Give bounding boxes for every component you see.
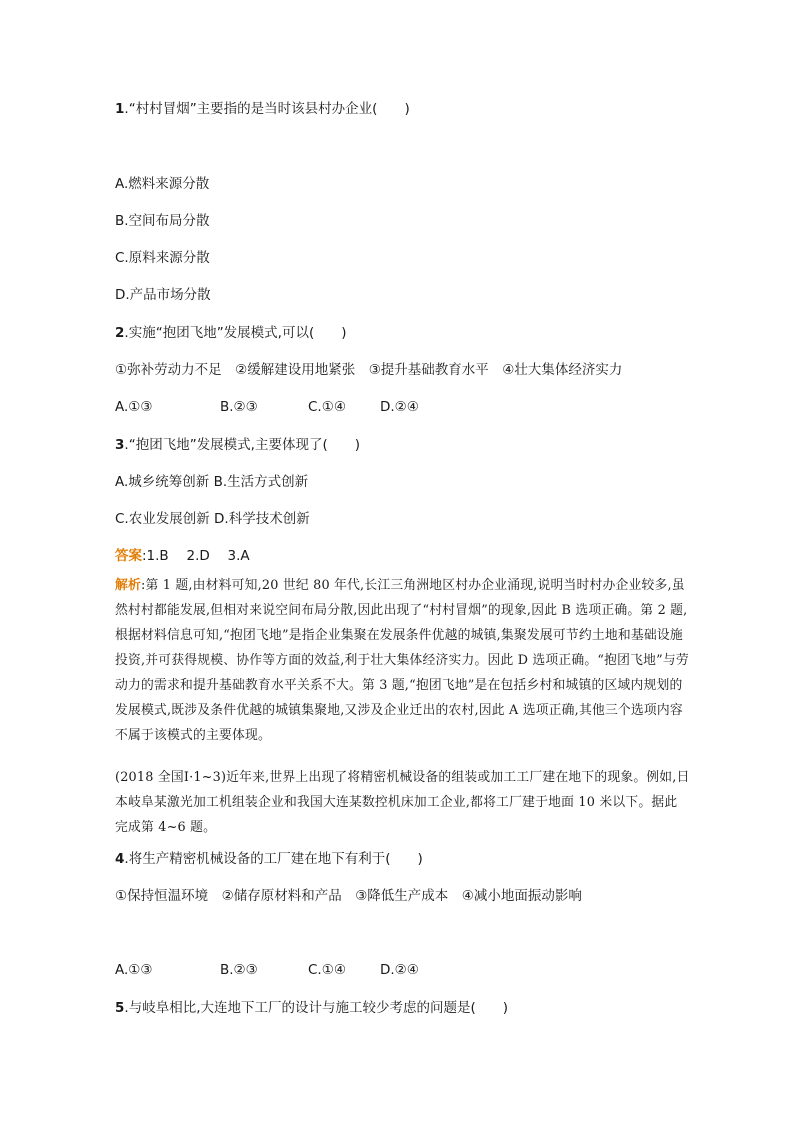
question-number: 4 [115,851,125,867]
q2-statement-items: ①弥补劳动力不足 ②缓解建设用地紧张 ③提升基础教育水平 ④壮大集体经济实力 [115,362,623,378]
answer-label: 答案 [115,548,142,564]
question-3-stem [115,436,360,454]
question-4-stem [115,850,423,868]
question-number: 2 [115,325,125,341]
answer-text: :1.B 2.D 3.A [142,548,250,564]
explanation-text: :第 1 题,由材料可知,20 世纪 80 年代,长江三角洲地区村办企业涌现,说明当时村办企业较多,虽然村村都能发展,但相对来说空间布局分散,因此出现了“村村冒烟”的现象,因此 B 选项正确。第 2 题,根据材料信息可知,“抱团飞地”是指企业集聚在发展条件优越的城镇,集聚发展可节约土地和基础设施投资,并可获得规模、协作等方面的效益,利于壮大集体经济实力。因此 D 选项正确。“抱团飞地”与劳动力的需求和提升基础教育水平关系不大。第 3 题,“抱团飞地”是在包括乡村和城镇的区域内规划的发展模式,既涉及条件优越的城镇集聚地,又涉及企业迁出的农村,因此 A 选项正确,其他三个选项内容不属于该模式的主要体现。 [115,578,689,743]
question-text: .“抱团飞地”发展模式,主要体现了( ) [124,437,361,453]
q2-choice-c: C.①④ [308,399,346,415]
q1-option-d: D.产品市场分散 [115,287,211,303]
explanation-label: 解析 [115,578,141,593]
q3-options-row-2: C.农业发展创新 D.科学技术创新 [115,511,310,527]
q2-choice-a: A.①③ [115,399,153,415]
material-paragraph: (2018 全国Ⅰ·1~3)近年来,世界上出现了将精密机械设备的组装或加工工厂建在地下的现象。例如,日本岐阜某激光加工机组装企业和我国大连某数控机床加工企业,都将工厂建于地面 10 米以下。据此完成第 4~6 题。 [115,770,690,835]
q4-choice-d: D.②④ [380,962,419,978]
answer-line [115,547,250,565]
question-5-stem [115,999,508,1017]
question-text: .“村村冒烟”主要指的是当时该县村办企业( ) [124,101,410,117]
q2-choice-d: D.②④ [380,399,419,415]
q4-choices [115,961,419,979]
question-number: 3 [115,437,125,453]
q2-choices [115,398,419,416]
q4-statement-items: ①保持恒温环境 ②储存原材料和产品 ③降低生产成本 ④减小地面振动影响 [115,888,582,904]
question-text: .与岐阜相比,大连地下工厂的设计与施工较少考虑的问题是( ) [124,1000,509,1016]
q4-choice-c: C.①④ [308,962,346,978]
question-2-stem [115,324,347,342]
q4-choice-a: A.①③ [115,962,153,978]
question-number: 1 [115,101,125,117]
question-number: 5 [115,1000,125,1016]
question-1-stem [115,100,410,118]
q2-choice-b: B.②③ [220,399,258,415]
explanation-paragraph [115,573,690,748]
question-text: .将生产精密机械设备的工厂建在地下有利于( ) [124,851,423,867]
q3-options-row-1: A.城乡统筹创新 B.生活方式创新 [115,474,309,490]
q1-option-c: C.原料来源分散 [115,250,210,266]
q4-choice-b: B.②③ [220,962,258,978]
q1-option-a: A.燃料来源分散 [115,176,210,192]
q1-option-b: B.空间布局分散 [115,213,210,229]
question-text: .实施“抱团飞地”发展模式,可以( ) [124,325,347,341]
